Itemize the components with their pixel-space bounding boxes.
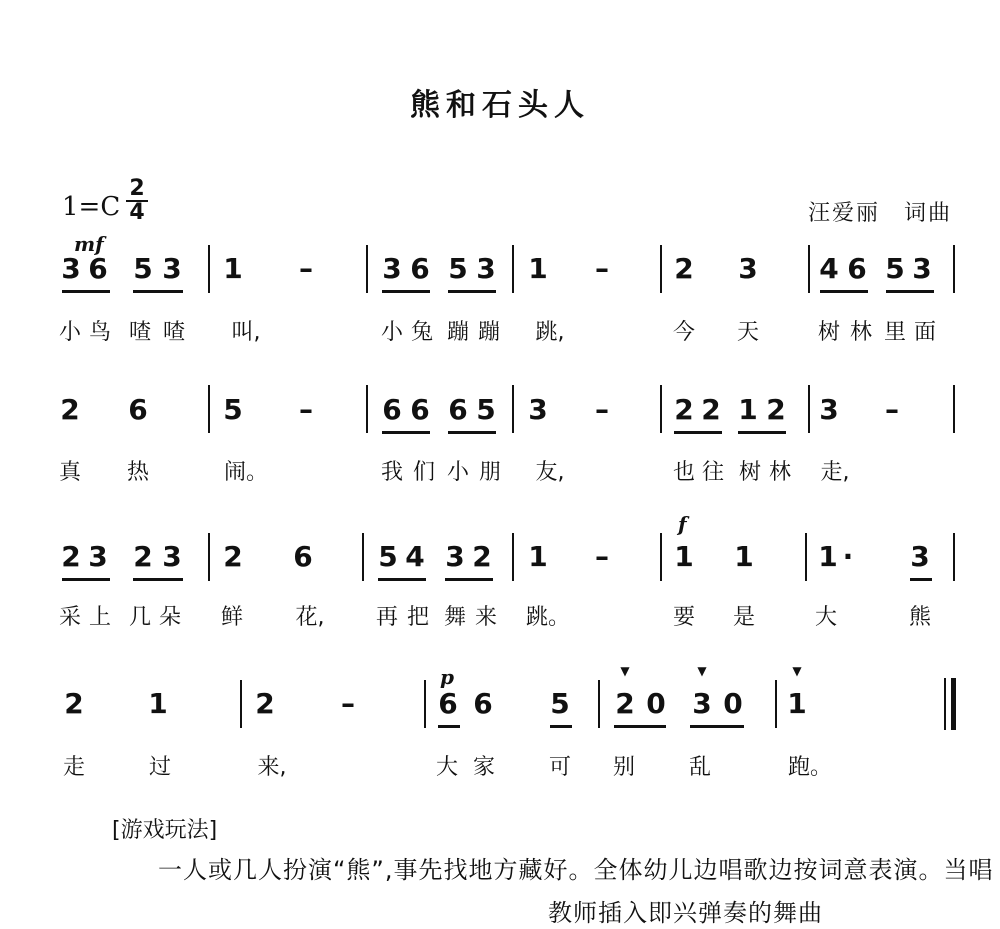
note: 6: [448, 393, 468, 426]
note: 1: [738, 393, 758, 426]
barline: [953, 385, 955, 433]
lyric: 大: [814, 605, 838, 630]
note: 3: [61, 252, 81, 285]
lyric: 今: [672, 320, 696, 345]
lyric: 小: [380, 320, 404, 345]
lyric: 几: [128, 605, 152, 630]
lyric: 跳。: [525, 605, 571, 630]
lyric: 林: [768, 460, 792, 485]
note: 3: [528, 393, 548, 426]
time-signature: [126, 178, 148, 224]
note: 1: [674, 540, 694, 573]
lyric: 真: [58, 460, 82, 485]
note: 2: [255, 687, 275, 720]
note: 2: [701, 393, 721, 426]
beam: [614, 725, 666, 728]
author-credit: 汪爱丽 词曲: [808, 201, 953, 226]
lyric: 过: [148, 755, 172, 780]
note: 1: [148, 687, 168, 720]
beam: [886, 290, 934, 293]
note-dash: –: [595, 252, 609, 285]
lyric: 们: [412, 460, 436, 485]
accent-mark: ▼: [620, 664, 630, 678]
lyric: 来: [474, 605, 498, 630]
barline: [953, 533, 955, 581]
accent-mark: ▼: [697, 664, 707, 678]
beam: [820, 290, 868, 293]
lyric: 天: [736, 320, 760, 345]
dynamic-mf: mf: [74, 232, 104, 256]
note: 3: [819, 393, 839, 426]
note: 5: [133, 252, 153, 285]
note: 3: [476, 252, 496, 285]
lyric: 小: [58, 320, 82, 345]
lyric: 朋: [478, 460, 502, 485]
lyric: 跳,: [535, 320, 565, 345]
beam: [382, 290, 430, 293]
beam: [690, 725, 744, 728]
barline: [805, 533, 807, 581]
note: 2: [223, 540, 243, 573]
note: 6: [382, 393, 402, 426]
lyric: 再: [375, 605, 399, 630]
lyric: 鲜: [220, 605, 244, 630]
note: 1: [528, 252, 548, 285]
final-barline-thick: [951, 678, 956, 730]
lyric: 兔: [410, 320, 434, 345]
note: 0: [723, 687, 743, 720]
note: 1: [818, 540, 838, 573]
note-dot: ·: [842, 540, 854, 573]
lyric: 来,: [257, 755, 287, 780]
note: 2: [60, 393, 80, 426]
barline: [366, 385, 368, 433]
note: 3: [910, 540, 930, 573]
barline: [512, 245, 514, 293]
note: 1: [787, 687, 807, 720]
lyric: 别: [612, 755, 636, 780]
lyric: 闹。: [223, 460, 269, 485]
note-dash: –: [595, 393, 609, 426]
game-section-label: [游戏玩法]: [112, 818, 218, 843]
beam: [738, 431, 786, 434]
beam: [133, 578, 183, 581]
note: 3: [738, 252, 758, 285]
note: 2: [64, 687, 84, 720]
game-instructions-line-1: 一人或几人扮演“熊”,事先找地方藏好。全体幼儿边唱歌边按词意表演。当唱: [158, 856, 994, 884]
note: 6: [410, 393, 430, 426]
lyric: 林: [849, 320, 873, 345]
note: 3: [162, 540, 182, 573]
lyric: 可: [548, 755, 572, 780]
barline: [808, 245, 810, 293]
note-dash: –: [299, 252, 313, 285]
note: 1: [528, 540, 548, 573]
note: 6: [438, 687, 458, 720]
note: 2: [766, 393, 786, 426]
lyric: 里: [883, 320, 907, 345]
note: 3: [162, 252, 182, 285]
beam: [382, 431, 430, 434]
note: 4: [819, 252, 839, 285]
barline: [512, 385, 514, 433]
final-barline-thin: [944, 678, 946, 730]
note: 6: [410, 252, 430, 285]
note-dash: –: [595, 540, 609, 573]
lyric: 也: [672, 460, 696, 485]
beam: [62, 290, 110, 293]
barline: [208, 245, 210, 293]
barline: [660, 245, 662, 293]
beam: [62, 578, 110, 581]
barline: [424, 680, 426, 728]
lyric: 往: [701, 460, 725, 485]
lyric: 花,: [295, 605, 325, 630]
lyric: 我: [380, 460, 404, 485]
lyric: 鸟: [88, 320, 112, 345]
lyric: 采: [58, 605, 82, 630]
barline: [660, 385, 662, 433]
lyric: 树: [817, 320, 841, 345]
lyric: 熊: [908, 605, 932, 630]
note: 1: [223, 252, 243, 285]
note: 6: [847, 252, 867, 285]
lyric: 舞: [443, 605, 467, 630]
lyric: 小: [446, 460, 470, 485]
lyric: 走,: [820, 460, 850, 485]
barline: [660, 533, 662, 581]
barline: [775, 680, 777, 728]
note: 2: [674, 393, 694, 426]
song-title: 熊和石头人: [410, 88, 590, 123]
lyric: 是: [732, 605, 756, 630]
lyric: 蹦: [446, 320, 470, 345]
lyric: 蹦: [477, 320, 501, 345]
accent-mark: ▼: [792, 664, 802, 678]
note: 6: [293, 540, 313, 573]
dynamic-p: p: [440, 665, 454, 689]
barline: [366, 245, 368, 293]
beam: [910, 578, 932, 581]
barline: [208, 533, 210, 581]
note: 5: [885, 252, 905, 285]
lyric: 面: [913, 320, 937, 345]
note: 6: [473, 687, 493, 720]
beam: [448, 431, 496, 434]
note: 3: [382, 252, 402, 285]
game-instructions-line-2: 教师插入即兴弹奏的舞曲: [548, 899, 823, 927]
barline: [953, 245, 955, 293]
note-dash: –: [299, 393, 313, 426]
beam: [445, 578, 493, 581]
note: 4: [405, 540, 425, 573]
note: 6: [88, 252, 108, 285]
barline: [208, 385, 210, 433]
note: 2: [674, 252, 694, 285]
note-dash: –: [885, 393, 899, 426]
dynamic-f: f: [678, 512, 687, 536]
beam: [448, 290, 496, 293]
lyric: 友,: [535, 460, 565, 485]
lyric: 家: [472, 755, 496, 780]
note: 5: [378, 540, 398, 573]
lyric: 大: [435, 755, 459, 780]
barline: [240, 680, 242, 728]
time-signature-bottom: 4: [129, 200, 145, 225]
barline: [598, 680, 600, 728]
lyric: 乱: [688, 755, 712, 780]
lyric: 跑。: [787, 755, 833, 780]
note: 2: [472, 540, 492, 573]
note: 2: [615, 687, 635, 720]
note: 2: [133, 540, 153, 573]
beam: [133, 290, 183, 293]
time-signature-top: 2: [126, 178, 148, 202]
note: 3: [445, 540, 465, 573]
note: 3: [912, 252, 932, 285]
note: 6: [128, 393, 148, 426]
note: 2: [61, 540, 81, 573]
barline: [808, 385, 810, 433]
lyric: 喳: [162, 320, 186, 345]
note-dash: –: [341, 687, 355, 720]
beam: [438, 725, 460, 728]
beam: [378, 578, 426, 581]
key-signature: 1=C: [62, 192, 121, 222]
lyric: 朵: [158, 605, 182, 630]
beam: [550, 725, 572, 728]
note: 1: [734, 540, 754, 573]
note: 5: [550, 687, 570, 720]
lyric: 把: [406, 605, 430, 630]
lyric: 要: [672, 605, 696, 630]
lyric: 喳: [128, 320, 152, 345]
note: 3: [88, 540, 108, 573]
barline: [362, 533, 364, 581]
barline: [512, 533, 514, 581]
beam: [674, 431, 722, 434]
note: 5: [223, 393, 243, 426]
note: 0: [646, 687, 666, 720]
note: 3: [692, 687, 712, 720]
note: 5: [476, 393, 496, 426]
lyric: 走: [62, 755, 86, 780]
lyric: 叫,: [231, 320, 261, 345]
lyric: 上: [88, 605, 112, 630]
lyric: 树: [738, 460, 762, 485]
lyric: 热: [126, 460, 150, 485]
note: 5: [448, 252, 468, 285]
